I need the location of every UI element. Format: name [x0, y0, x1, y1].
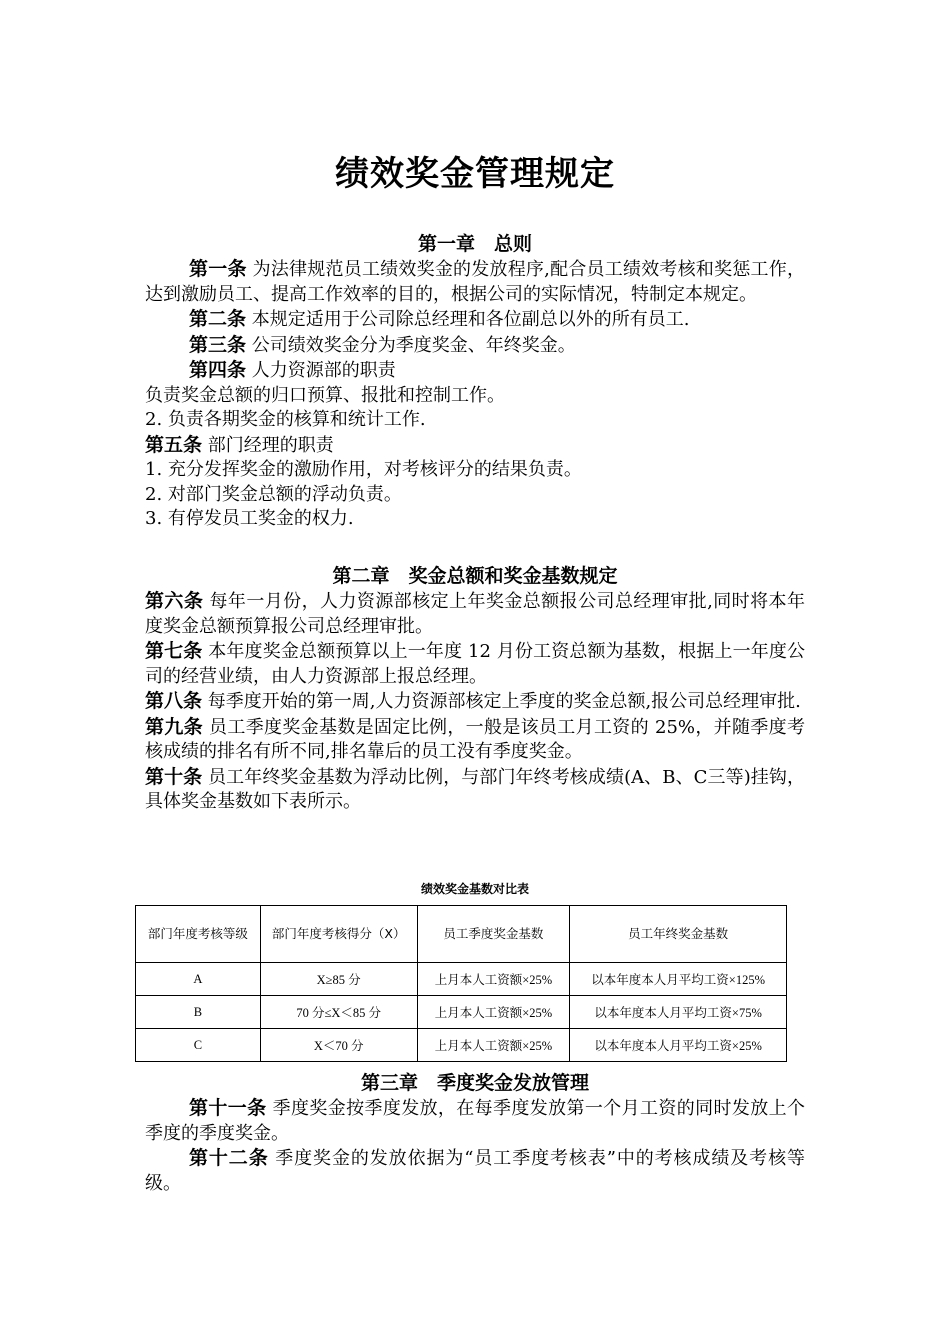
table-cell: 以本年度本人月平均工资×75%: [570, 996, 787, 1029]
article-label: 第十条: [145, 765, 203, 788]
table-cell: 上月本人工资额×25%: [417, 1029, 570, 1062]
table-row: [136, 963, 787, 996]
article-12: [145, 1146, 805, 1196]
article-6: [145, 589, 805, 639]
article-text: 本规定适用于公司除总经理和各位副总以外的所有员工.: [246, 309, 690, 330]
article-label: 第六条: [145, 590, 204, 612]
article-1: [145, 257, 805, 307]
article-label: 第三条: [189, 333, 247, 356]
article-text: 员工季度奖金基数是固定比例，一般是该员工月工资的 25%，并随季度考核成绩的排名有所不同,排名靠后的员工没有季度奖金。: [145, 716, 805, 762]
list-item: 2. 负责各期奖金的核算和统计工作.: [145, 409, 426, 430]
chapter-heading: 第二章 奖金总额和奖金基数规定: [332, 565, 618, 587]
table-cell: 以本年度本人月平均工资×25%: [570, 1029, 787, 1062]
article-5: [145, 433, 805, 459]
article-text: 员工年终奖金基数为浮动比例，与部门年终考核成绩(A、B、C三等)挂钩，具体奖金基数如下表所示。: [145, 766, 805, 812]
bonus-table: [135, 905, 787, 1062]
list-item: 2. 对部门奖金总额的浮动负责。: [145, 483, 402, 505]
article-text: 人力资源部的职责: [246, 360, 396, 381]
chapter-3: [145, 1071, 805, 1196]
chapter-2: [145, 564, 805, 815]
table-cell: 70 分≤X＜85 分: [260, 996, 417, 1029]
article-label: 第五条: [145, 433, 203, 456]
article-8: [145, 689, 805, 715]
article-4: [145, 358, 805, 384]
table-cell: B: [136, 996, 261, 1029]
article-text: 为法律规范员工绩效奖金的发放程序,配合员工绩效考核和奖惩工作，达到激励员工、提高工作效率的目的，根据公司的实际情况，特制定本规定。: [145, 259, 805, 305]
article-text: 公司绩效奖金分为季度奖金、年终奖金。: [246, 334, 576, 356]
chapter-1: [145, 232, 805, 532]
article-2: [145, 307, 805, 333]
table-header-cell: 部门年度考核等级: [136, 906, 261, 963]
list-item: 3. 有停发员工奖金的权力.: [145, 508, 354, 529]
table-row: [136, 1029, 787, 1062]
document-title: 绩效奖金管理规定: [335, 154, 615, 194]
table-cell: X≥85 分: [260, 963, 417, 996]
list-item: 负责奖金总额的归口预算、报批和控制工作。: [145, 384, 505, 406]
article-text: 本年度奖金总额预算以上一年度 12 月份工资总额为基数，根据上一年度公司的经营业绩，由人力资源部上报总经理。: [145, 641, 805, 687]
article-label: 第七条: [145, 640, 203, 662]
article-7: [145, 639, 805, 689]
article-label: 第八条: [145, 690, 203, 712]
article-label: 第十一条: [189, 1097, 267, 1119]
table-header-cell: 部门年度考核得分（X）: [260, 906, 417, 963]
chapter-heading: 第三章 季度奖金发放管理: [360, 1072, 589, 1094]
article-text: 季度奖金的发放依据为“员工季度考核表”中的考核成绩及考核等级。: [145, 1148, 805, 1194]
article-text: 每季度开始的第一周,人力资源部核定上季度的奖金总额,报公司总经理审批.: [202, 691, 801, 712]
table-cell: X＜70 分: [260, 1029, 417, 1062]
table-header-cell: 员工年终奖金基数: [570, 906, 787, 963]
table-cell: 上月本人工资额×25%: [417, 996, 570, 1029]
article-text: 每年一月份，人力资源部核定上年奖金总额报公司总经理审批,同时将本年度奖金总额预算报公司总经理审批。: [145, 591, 805, 637]
article-label: 第十二条: [189, 1147, 269, 1169]
article-text: 季度奖金按季度发放，在每季度发放第一个月工资的同时发放上个季度的季度奖金。: [145, 1098, 805, 1144]
table-cell: A: [136, 963, 261, 996]
article-label: 第一条: [189, 258, 247, 280]
table-cell: 以本年度本人月平均工资×125%: [570, 963, 787, 996]
table-caption: 绩效奖金基数对比表: [420, 882, 529, 896]
table-header-cell: 员工季度奖金基数: [417, 906, 570, 963]
article-10: [145, 765, 805, 815]
article-label: 第二条: [189, 308, 247, 330]
list-item: 1. 充分发挥奖金的激励作用，对考核评分的结果负责。: [145, 459, 582, 480]
article-11: [145, 1096, 805, 1146]
article-3: [145, 333, 805, 359]
article-label: 第四条: [189, 359, 247, 381]
article-9: [145, 715, 805, 765]
table-cell: C: [136, 1029, 261, 1062]
article-text: 部门经理的职责: [202, 434, 334, 456]
chapter-heading: 第一章 总则: [417, 233, 532, 255]
article-label: 第九条: [145, 715, 203, 738]
table-cell: 上月本人工资额×25%: [417, 963, 570, 996]
table-row: [136, 996, 787, 1029]
table-header-row: [136, 906, 787, 963]
